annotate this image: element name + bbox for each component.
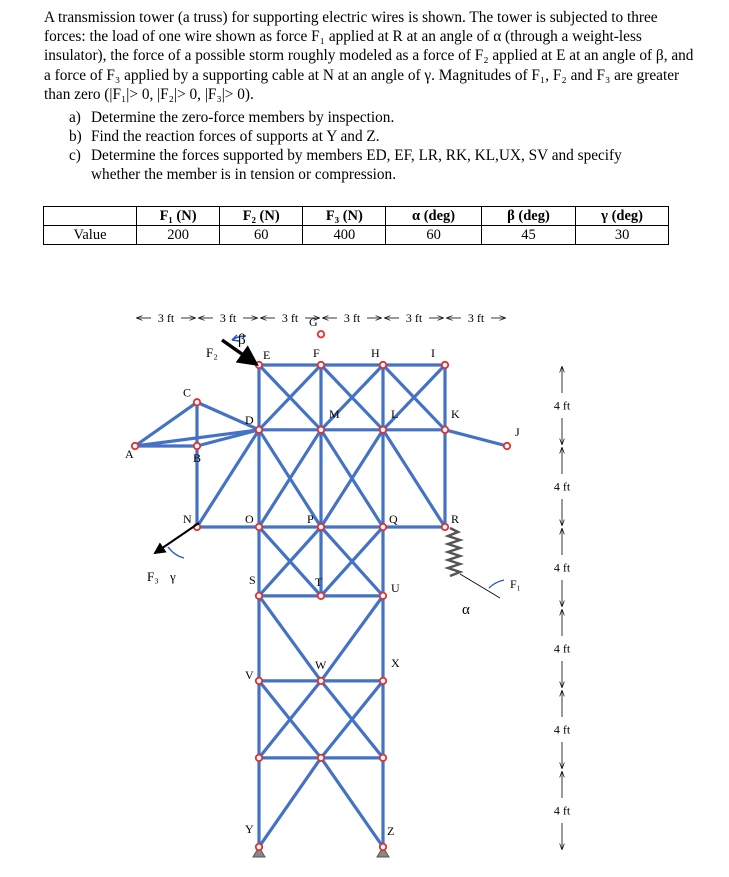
node-T <box>318 593 324 599</box>
table-cell: 45 <box>481 226 575 245</box>
node-Y <box>256 844 262 850</box>
node-label-P: P <box>307 512 314 526</box>
insulator-icon <box>448 528 460 576</box>
node-O <box>256 524 262 530</box>
node-label-V: V <box>245 667 254 682</box>
node-Q <box>380 524 386 530</box>
node-label-T: T <box>315 574 323 589</box>
node-label-N: N <box>183 512 192 526</box>
node-label-L: L <box>391 406 399 421</box>
question-c-text: Determine the forces supported by members ED, EF, LR, RK, KL,UX, SV and specify <box>91 147 622 164</box>
truss-member-KJ <box>445 430 507 446</box>
node-label-B: B <box>193 451 202 465</box>
table-cell: 30 <box>576 226 669 245</box>
node-label-Z: Z <box>387 823 395 838</box>
alpha-angle-arc <box>489 580 504 588</box>
side-dim-label: 4 ft <box>553 803 571 818</box>
table-cell: 60 <box>386 226 481 245</box>
node-W <box>318 678 324 684</box>
question-c-continued: whether the member is in tension or compression. <box>91 166 397 183</box>
node-K <box>442 427 448 433</box>
node-label-O: O <box>245 512 254 526</box>
table-header: α (deg) <box>386 207 481 226</box>
node-label-I: I <box>431 346 435 360</box>
node-I <box>442 362 448 368</box>
node-label-S: S <box>249 572 256 587</box>
node-label-K: K <box>451 406 460 421</box>
node-B <box>194 443 200 449</box>
node-label-Y: Y <box>245 821 254 836</box>
side-dim-label: 4 ft <box>553 398 571 413</box>
side-dim-label: 4 ft <box>553 479 571 494</box>
question-b-text: Find the reaction forces of supports at Y and Z. <box>91 128 380 145</box>
question-b-label: b) <box>69 128 82 145</box>
top-dim-label: 3 ft <box>467 311 485 325</box>
node-S <box>256 593 262 599</box>
alpha-label: α <box>462 602 470 618</box>
table-header: β (deg) <box>481 207 575 226</box>
table-header: F₂ (N) <box>220 207 303 226</box>
top-dim-label: 3 ft <box>157 311 175 325</box>
node-label-W: W <box>315 657 327 672</box>
problem-intro: A transmission tower (a truss) for supporting electric wires is shown. The tower is subjected to three forces: the load of one wire shown as force F₁ applied at R at an angle of α (through a weight-less insulator), the force of a possible storm roughly modeled as a force of F₂ applied at E at an angle of β, and a force of F₃ applied by a supporting cable at N at an angle of γ. Magnitudes of F₁, F₂ and F₃ are greater than zero (|F₁|> 0, |F₂|> 0, |F₃|> 0). <box>44 9 694 103</box>
truss-member-SW <box>259 596 321 681</box>
node-L <box>380 427 386 433</box>
node-G <box>318 331 324 337</box>
table-header: F₁ (N) <box>137 207 220 226</box>
node-F <box>318 362 324 368</box>
top-dimensions <box>137 311 505 325</box>
node-m3 <box>380 755 386 761</box>
node-D <box>256 427 262 433</box>
truss-member-m2Z <box>321 758 383 847</box>
node-H <box>380 362 386 368</box>
top-dim-label: 3 ft <box>405 311 423 325</box>
side-dimensions <box>554 367 571 849</box>
node-label-C: C <box>183 385 192 400</box>
side-dim-label: 4 ft <box>553 722 571 737</box>
node-M <box>318 427 324 433</box>
force-f2-label: F₂ <box>206 345 218 360</box>
top-dim-label: 3 ft <box>281 311 299 325</box>
node-label-H: H <box>371 346 380 360</box>
node-V <box>256 678 262 684</box>
node-label-A: A <box>125 447 134 461</box>
node-label-J: J <box>515 425 520 439</box>
top-dim-label: 3 ft <box>219 311 237 325</box>
force-f3-arrow <box>155 523 199 553</box>
question-a-label: a) <box>69 109 81 126</box>
node-label-R: R <box>451 512 460 526</box>
node-label-M: M <box>329 406 340 421</box>
gamma-label: γ <box>170 569 176 584</box>
node-Z <box>380 844 386 850</box>
node-label-Q: Q <box>389 512 398 526</box>
node-label-X: X <box>391 655 400 670</box>
node-P <box>318 524 324 530</box>
node-C <box>194 399 200 405</box>
node-label-D: D <box>245 412 254 427</box>
node-m2 <box>318 755 324 761</box>
beta-label: β <box>238 332 246 348</box>
force-f1-label: F₁ <box>510 577 521 591</box>
supports <box>253 847 389 857</box>
table-cell: 400 <box>303 226 386 245</box>
node-label-E: E <box>263 348 271 362</box>
node-X <box>380 678 386 684</box>
node-J <box>504 443 510 449</box>
table-cell: 200 <box>137 226 220 245</box>
question-a-text: Determine the zero-force members by inspection. <box>91 109 395 126</box>
node-R <box>442 524 448 530</box>
node-label-F: F <box>313 346 320 360</box>
wire-line <box>460 574 500 598</box>
node-m1 <box>256 755 262 761</box>
question-c-label: c) <box>69 147 81 164</box>
gamma-angle-arc <box>168 547 184 558</box>
truss-member-Ym2 <box>259 758 321 847</box>
force-f3-label: F₃ <box>147 569 159 584</box>
truss-member-WU <box>321 596 383 681</box>
table-header: γ (deg) <box>576 207 669 226</box>
truss-members <box>135 365 507 847</box>
node-label-G: G <box>309 315 318 330</box>
node-label-U: U <box>391 580 400 595</box>
top-dim-label: 3 ft <box>343 311 361 325</box>
side-dim-label: 4 ft <box>553 560 571 575</box>
side-dim-label: 4 ft <box>553 641 571 656</box>
node-U <box>380 593 386 599</box>
table-cell: Value <box>44 226 137 245</box>
table-header: F₃ (N) <box>303 207 386 226</box>
table-cell: 60 <box>220 226 303 245</box>
